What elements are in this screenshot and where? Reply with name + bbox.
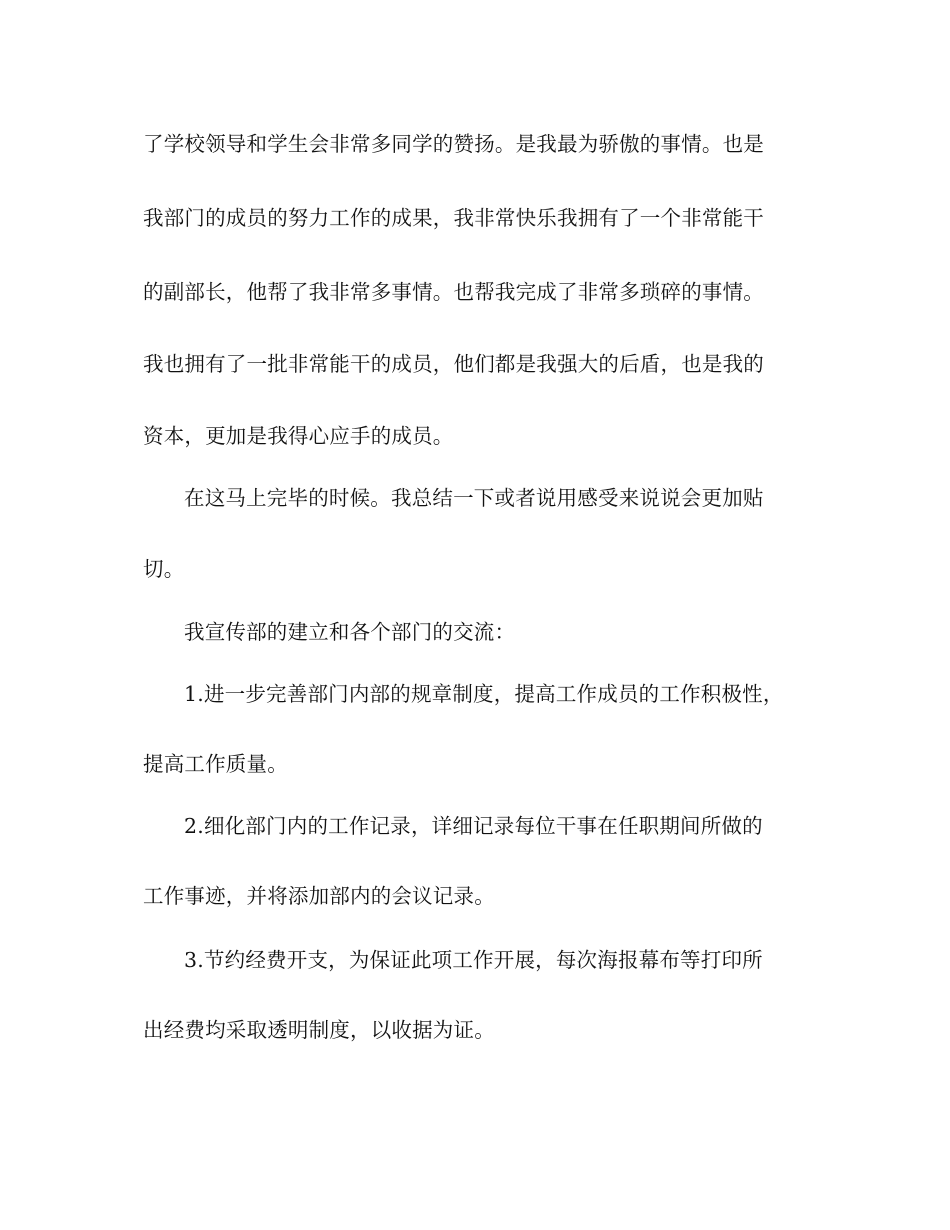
list-item-line: 3.节约经费开支，为保证此项工作开展，每次海报幕布等打印所 [184,948,763,972]
paragraph-line: 在这马上完毕的时候。我总结一下或者说用感受来说说会更加贴 [184,486,764,510]
paragraph-line: 的副部长，他帮了我非常多事情。也帮我完成了非常多琐碎的事情。 [143,280,764,304]
paragraph-line: 我部门的成员的努力工作的成果，我非常快乐我拥有了一个非常能干 [143,206,764,230]
paragraph-line: 我也拥有了一批非常能干的成员，他们都是我强大的后盾，也是我的 [143,352,764,376]
list-item-line: 提高工作质量。 [143,752,288,776]
paragraph-line: 切。 [143,557,185,581]
list-item-line: 2.细化部门内的工作记录，详细记录每位干事在任职期间所做的 [184,814,763,838]
paragraph-line: 我宣传部的建立和各个部门的交流： [184,620,516,644]
paragraph-line: 了学校领导和学生会非常多同学的赞扬。是我最为骄傲的事情。也是 [143,132,764,156]
list-item-line: 1.进一步完善部门内部的规章制度，提高工作成员的工作积极性， [184,682,784,706]
list-item-line: 出经费均采取透明制度，以收据为证。 [143,1018,495,1042]
list-item-line: 工作事迹，并将添加部内的会议记录。 [143,884,495,908]
paragraph-line: 资本，更加是我得心应手的成员。 [143,424,454,448]
